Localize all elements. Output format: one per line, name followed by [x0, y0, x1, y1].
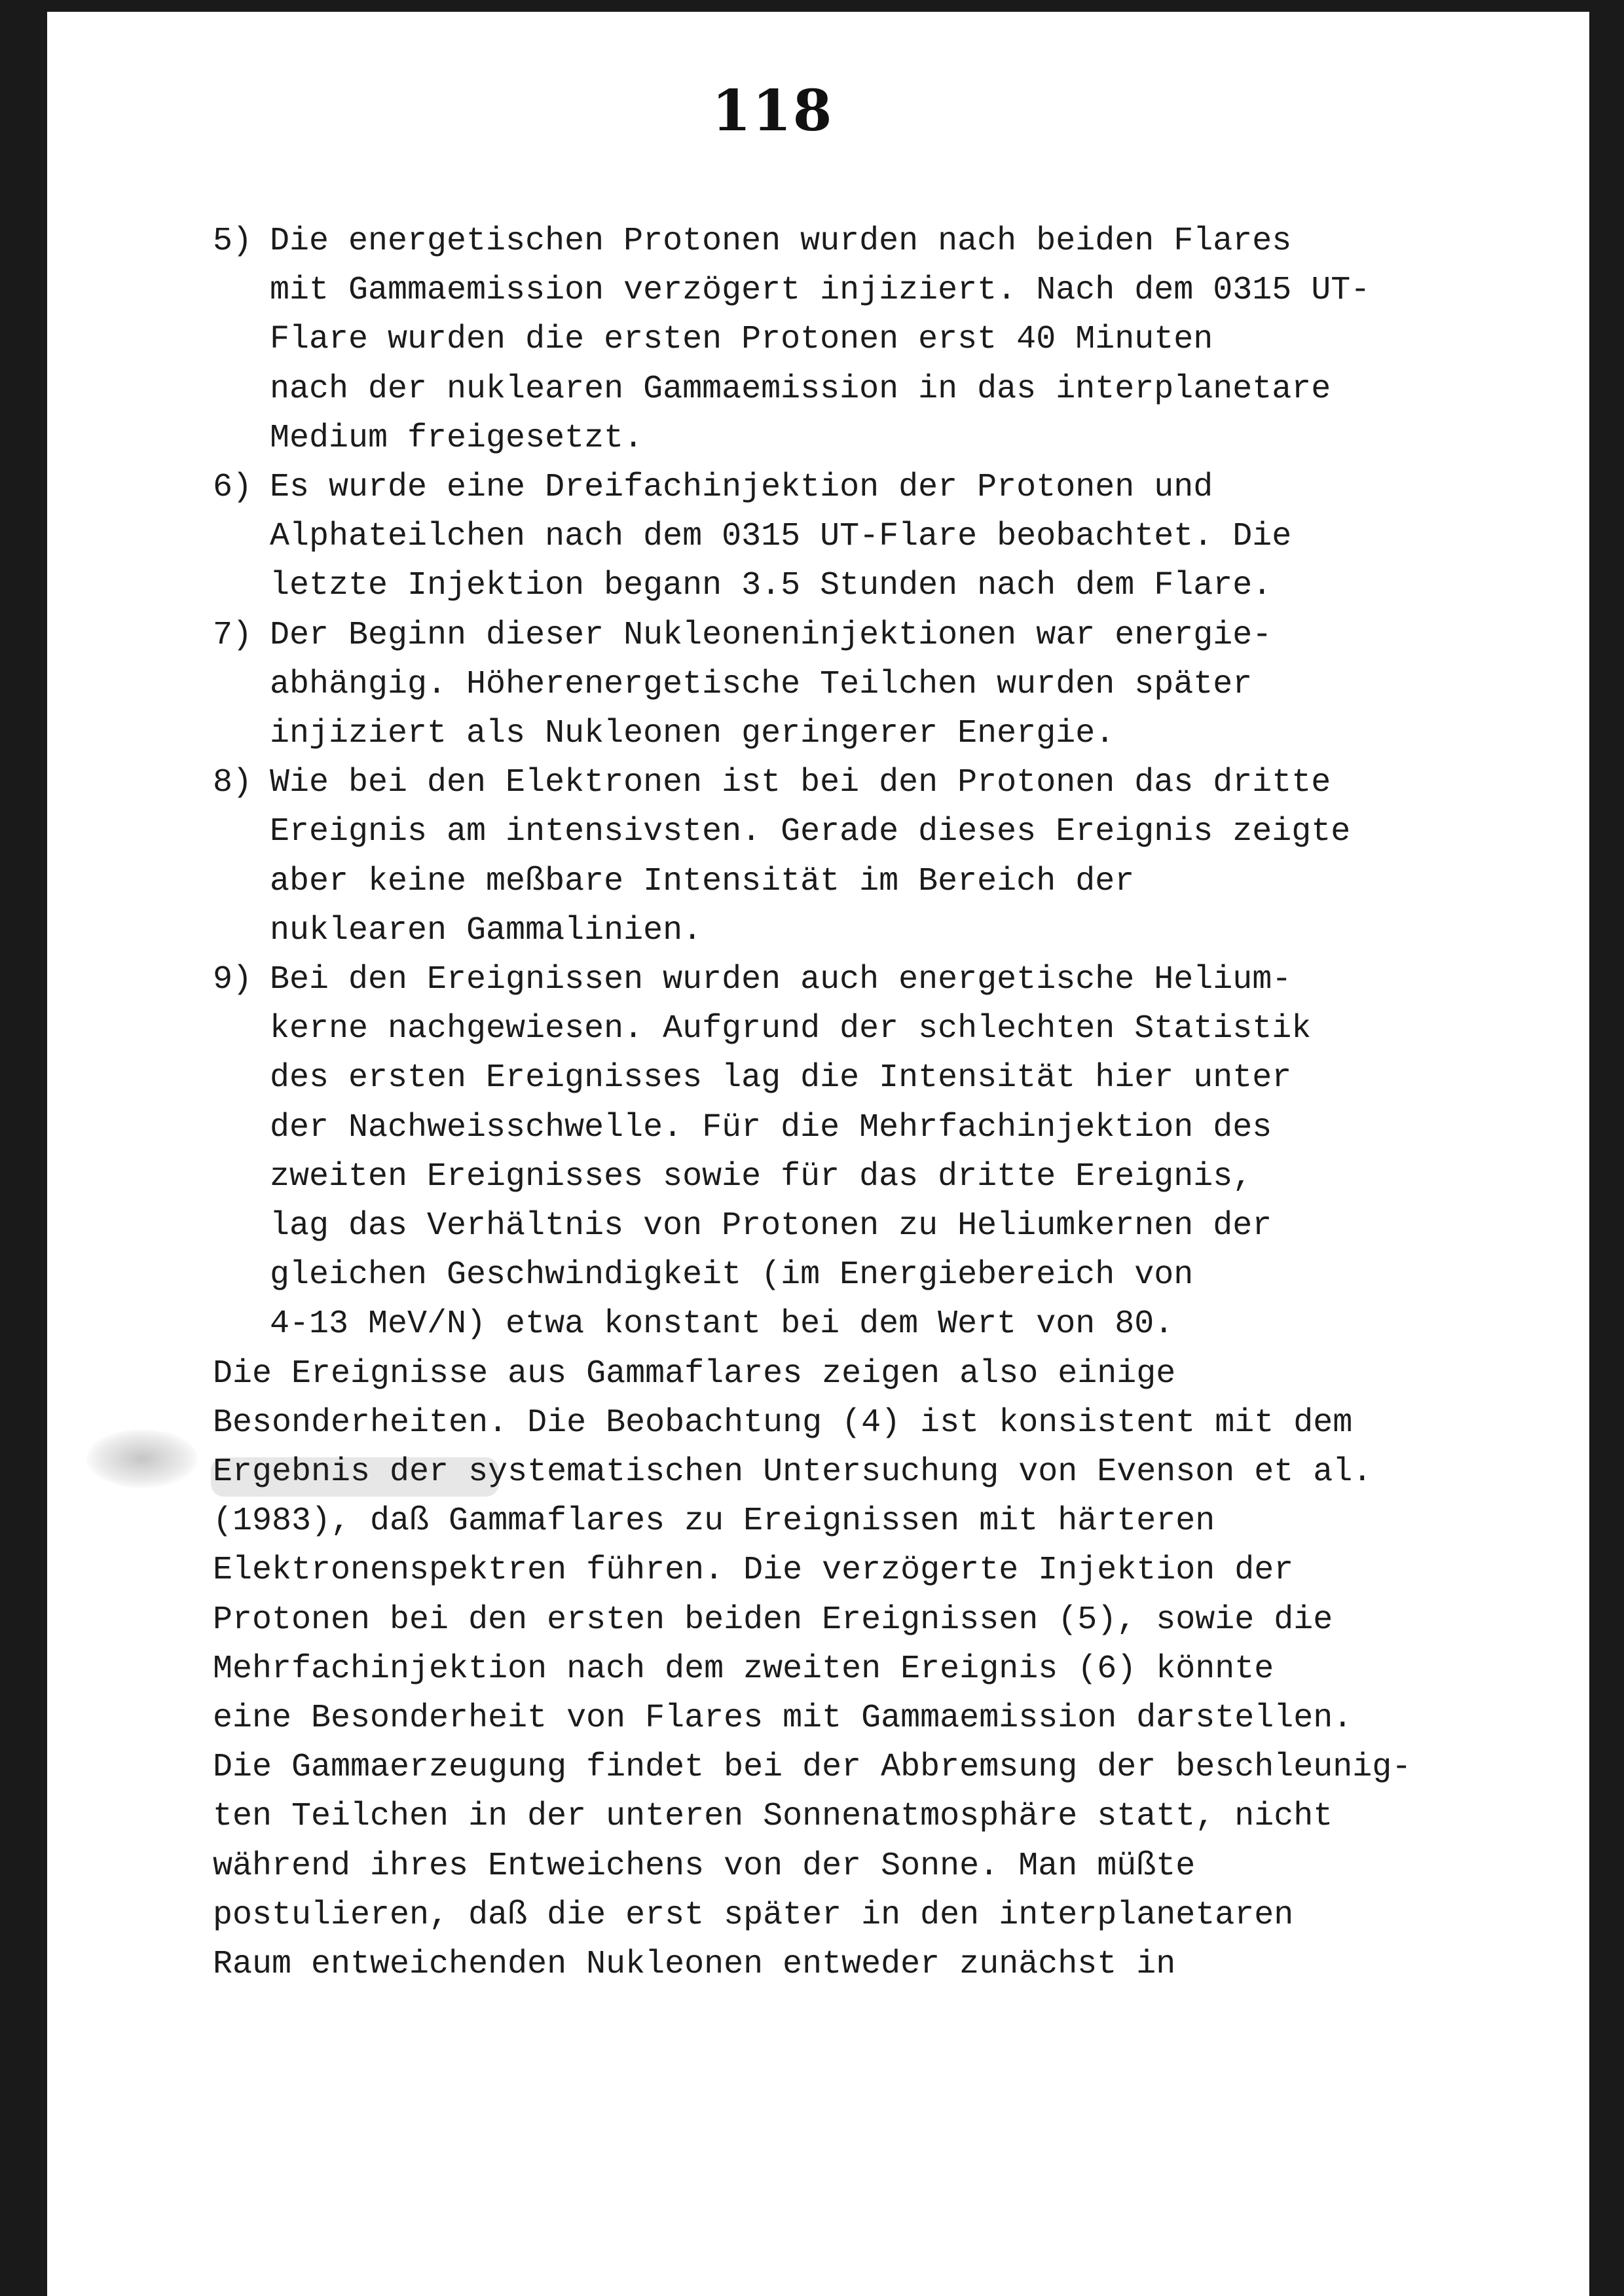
document-page: [47, 12, 1589, 2296]
text-line: nuklearen Gammalinien.: [270, 911, 703, 949]
text-line: zweiten Ereignisses sowie für das dritte Ereignis,: [270, 1157, 1253, 1195]
text-line: lag das Verhältnis von Protonen zu Heliumkernen der: [270, 1207, 1272, 1245]
text-line: 4-13 MeV/N) etwa konstant bei dem Wert von 80.: [270, 1305, 1174, 1343]
text-line: Der Beginn dieser Nukleoneninjektionen war energie-: [270, 616, 1272, 654]
text-line: gleichen Geschwindigkeit (im Energiebereich von: [270, 1256, 1194, 1294]
text-line: Ergebnis der systematischen Untersuchung von Evenson et al.: [213, 1453, 1373, 1491]
text-line: Ereignis am intensivsten. Gerade dieses Ereignis zeigte: [270, 813, 1351, 851]
text-line: (1983), daß Gammaflares zu Ereignissen mit härteren: [213, 1503, 1215, 1540]
text-line: abhängig. Höherenergetische Teilchen wurden später: [270, 665, 1253, 703]
page-number: 118: [712, 78, 834, 144]
text-line: Protonen bei den ersten beiden Ereignissen (5), sowie die: [213, 1601, 1333, 1639]
text-line: Medium freigesetzt.: [270, 419, 644, 457]
text-line: letzte Injektion begann 3.5 Stunden nach dem Flare.: [270, 567, 1272, 605]
text-line: eine Besonderheit von Flares mit Gammaemission darstellen.: [213, 1700, 1353, 1737]
text-line: des ersten Ereignisses lag die Intensität hier unter: [270, 1059, 1292, 1097]
text-line: Die energetischen Protonen wurden nach beiden Flares: [270, 223, 1292, 260]
text-line: Alphateilchen nach dem 0315 UT-Flare beobachtet. Die: [270, 518, 1292, 556]
text-line: Die Ereignisse aus Gammaflares zeigen also einige: [213, 1355, 1176, 1393]
text-line: Raum entweichenden Nukleonen entweder zunächst in: [213, 1946, 1176, 1983]
list-item-number: 9): [213, 961, 253, 998]
text-line: kerne nachgewiesen. Aufgrund der schlechten Statistik: [270, 1010, 1312, 1048]
text-line: Bei den Ereignissen wurden auch energetische Helium-: [270, 961, 1292, 998]
text-line: während ihres Entweichens von der Sonne. Man müßte: [213, 1847, 1196, 1885]
scan-smudge: [86, 1429, 198, 1488]
list-item-number: 6): [213, 469, 253, 506]
text-line: nach der nuklearen Gammaemission in das interplanetare: [270, 370, 1331, 408]
list-item-number: 8): [213, 764, 253, 802]
text-line: mit Gammaemission verzögert injiziert. Nach dem 0315 UT-: [270, 272, 1371, 310]
text-line: Flare wurden die ersten Protonen erst 40 Minuten: [270, 321, 1213, 359]
text-line: Besonderheiten. Die Beobachtung (4) ist konsistent mit dem: [213, 1404, 1353, 1442]
text-line: Elektronenspektren führen. Die verzögerte Injektion der: [213, 1552, 1294, 1590]
list-item-number: 7): [213, 616, 253, 654]
text-line: aber keine meßbare Intensität im Bereich der: [270, 862, 1135, 900]
text-line: der Nachweisschwelle. Für die Mehrfachinjektion des: [270, 1108, 1272, 1146]
text-line: Mehrfachinjektion nach dem zweiten Ereignis (6) könnte: [213, 1650, 1274, 1688]
text-line: Die Gammaerzeugung findet bei der Abbremsung der beschleunig-: [213, 1749, 1412, 1787]
list-item-number: 5): [213, 223, 253, 260]
text-line: injiziert als Nukleonen geringerer Energie.: [270, 715, 1115, 752]
text-line: Es wurde eine Dreifachinjektion der Protonen und: [270, 469, 1213, 506]
text-line: postulieren, daß die erst später in den interplanetaren: [213, 1896, 1294, 1934]
text-line: Wie bei den Elektronen ist bei den Protonen das dritte: [270, 764, 1331, 802]
text-line: ten Teilchen in der unteren Sonnenatmosphäre statt, nicht: [213, 1798, 1333, 1836]
